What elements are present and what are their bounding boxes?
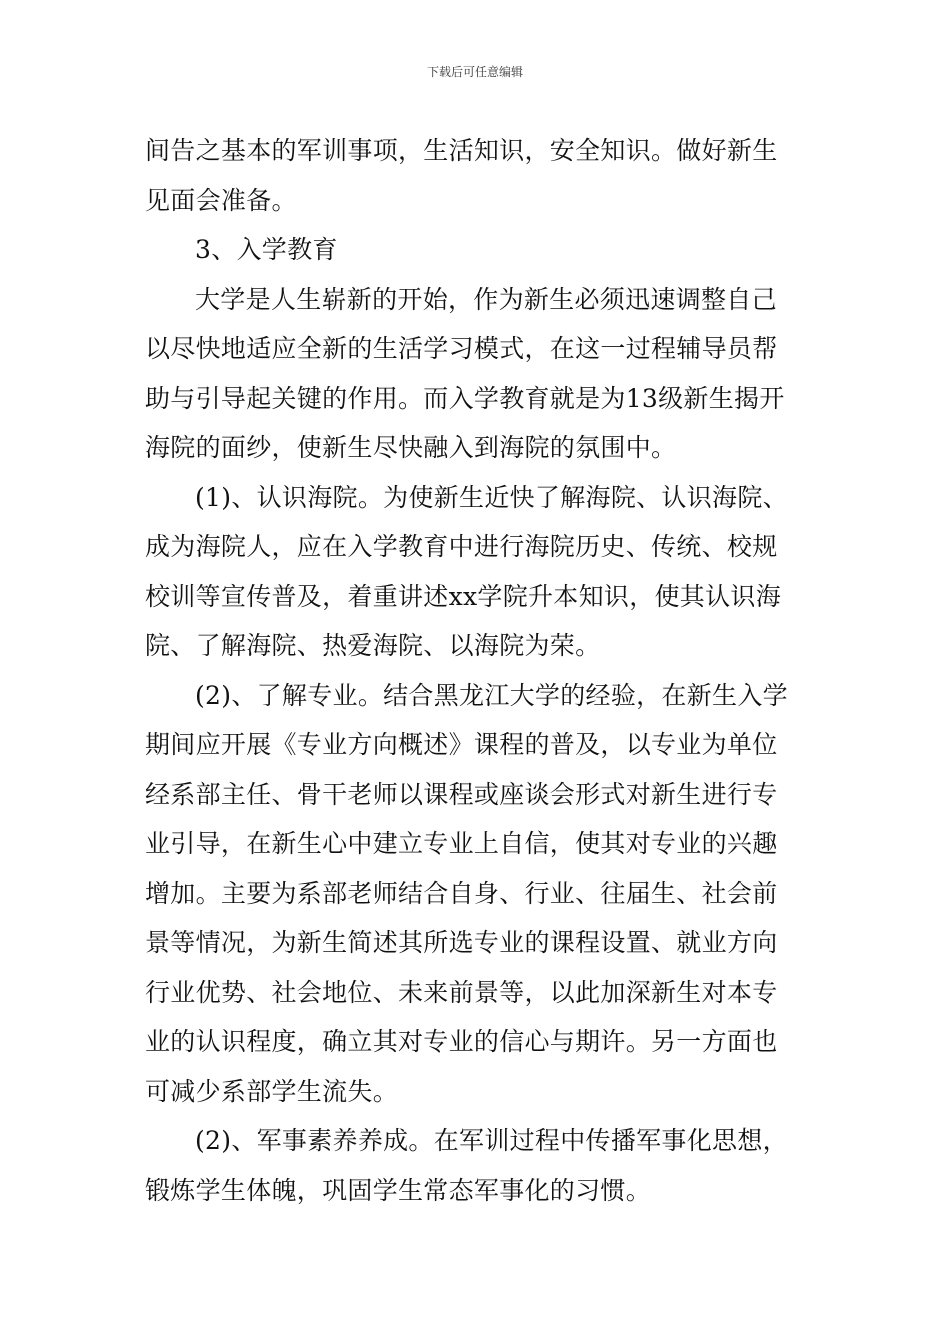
text-line: (1)、认识海院。为使新生近快了解海院、认识海院、 — [195, 482, 788, 512]
text-line: 以尽快地适应全新的生活学习模式，在这一过程辅导员帮 — [145, 334, 778, 363]
text-line: 行业优势、社会地位、未来前景等，以此加深新生对本专 — [145, 977, 778, 1007]
section-heading: 3、入学教育 — [195, 235, 338, 264]
text-line: 可减少系部学生流失。 — [145, 1076, 399, 1106]
text-line: 期间应开展《专业方向概述》课程的普及，以专业为单位 — [145, 730, 778, 759]
text-line: 见面会准备。 — [145, 185, 297, 215]
text-line: 院、了解海院、热爱海院、以海院为荣。 — [145, 631, 601, 660]
page-header: 下载后可任意编辑 — [426, 65, 523, 79]
text-line: 经系部主任、骨干老师以课程或座谈会形式对新生进行专 — [145, 779, 778, 809]
text-line: 增加。主要为系部老师结合自身、行业、往届生、社会前 — [145, 878, 778, 908]
text-line: (2)、军事素养养成。在军训过程中传播军事化思想， — [195, 1126, 788, 1155]
text-line: 助与引导起关键的作用。而入学教育就是为13级新生揭开 — [145, 383, 785, 413]
text-line: 锻炼学生体魄，巩固学生常态军事化的习惯。 — [145, 1175, 652, 1205]
text-line: 业引导，在新生心中建立专业上自信，使其对专业的兴趣 — [145, 829, 778, 858]
text-line: 大学是人生崭新的开始，作为新生必须迅速调整自己 — [195, 284, 777, 314]
text-line: (2)、了解专业。结合黑龙江大学的经验，在新生入学 — [195, 680, 788, 710]
text-line: 海院的面纱，使新生尽快融入到海院的氛围中。 — [145, 433, 677, 462]
text-line: 业的认识程度，确立其对专业的信心与期许。另一方面也 — [145, 1027, 778, 1056]
text-line: 成为海院人，应在入学教育中进行海院历史、传统、校规 — [145, 532, 778, 561]
document-body — [145, 126, 810, 1215]
text-line: 景等情况，为新生简述其所选专业的课程设置、就业方向 — [145, 928, 778, 957]
text-line: 间告之基本的军训事项，生活知识，安全知识。做好新生 — [145, 136, 778, 165]
text-line: 校训等宣传普及，着重讲述xx学院升本知识，使其认识海 — [145, 581, 782, 611]
